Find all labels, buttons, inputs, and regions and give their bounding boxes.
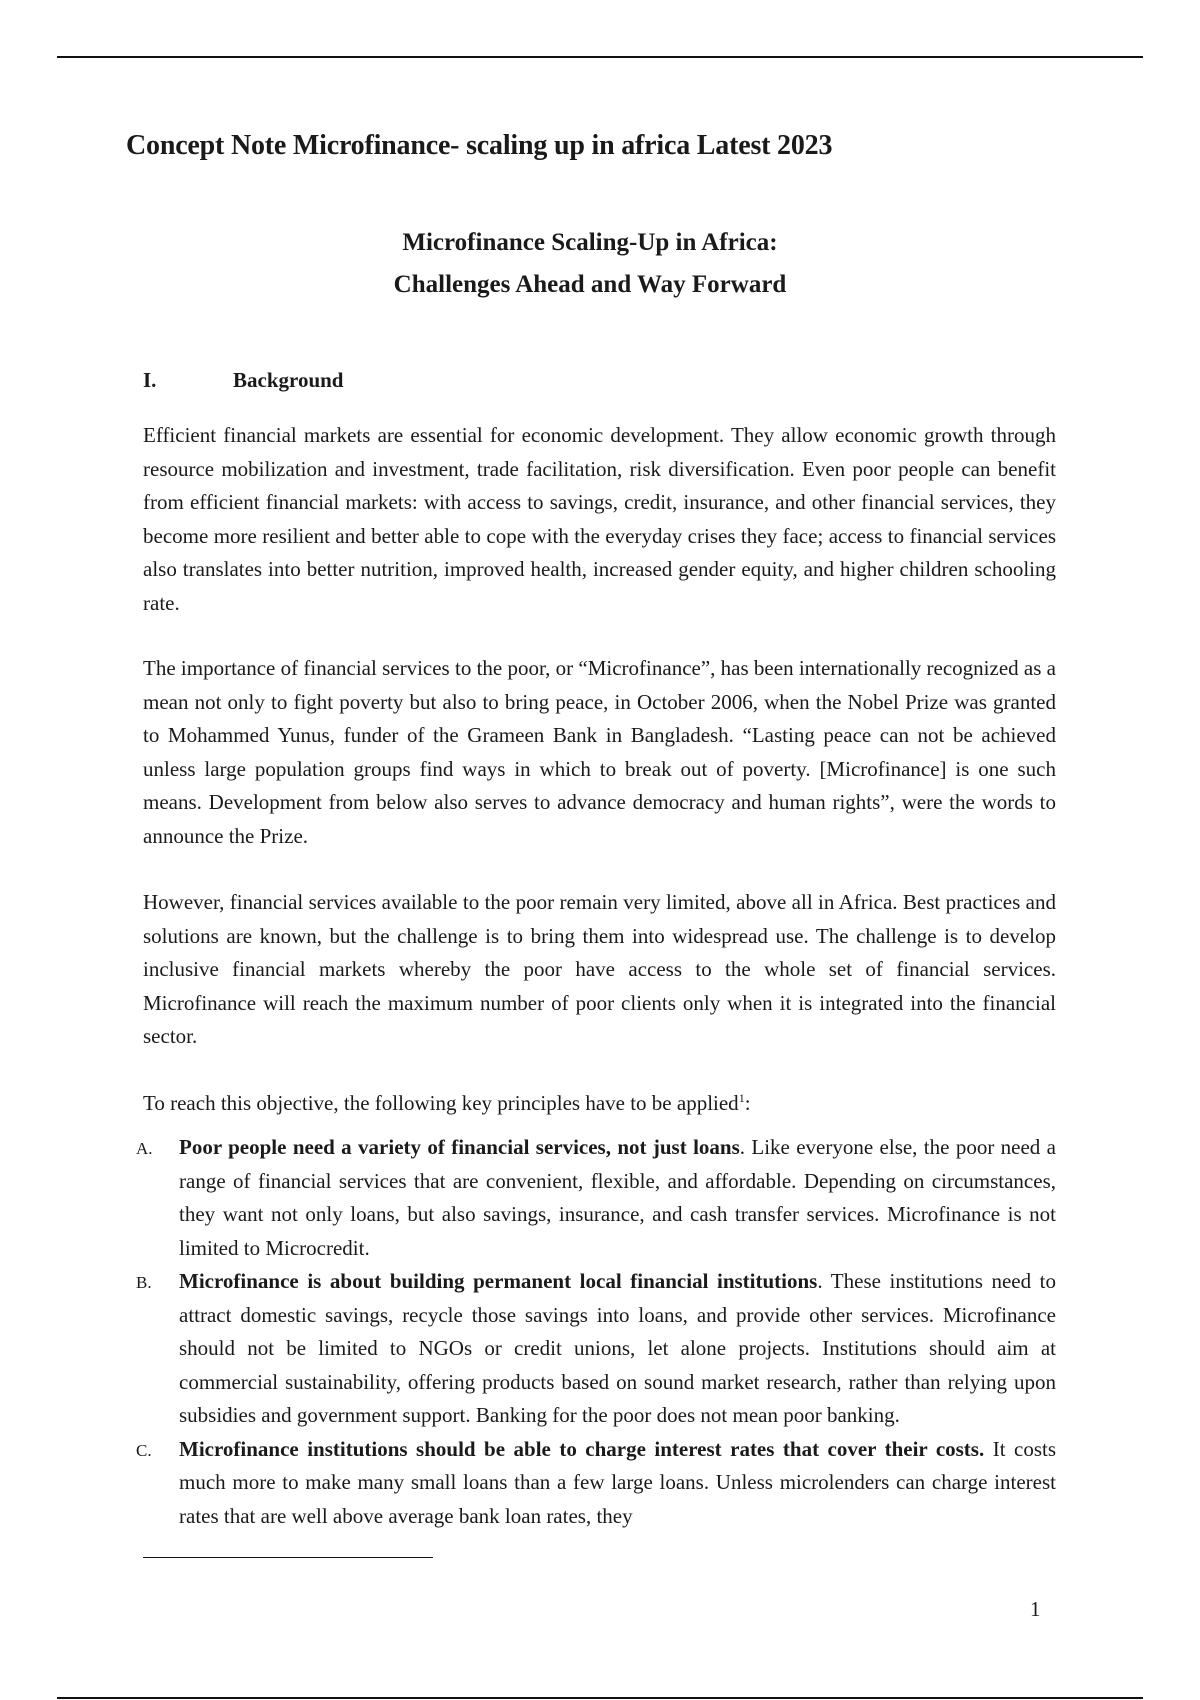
background-paragraph-1: Efficient financial markets are essential for economic development. They allow economic growth through resource mobilization and investment, trade facilitation, risk diversification. Even poor people can benefit from efficient financial markets: with access to savings, credit, insurance, and other financial services, they become more resilient and better able to cope with the everyday crises they face; access to financial services also translates into better nutrition, improved health, increased gender equity, and higher children schooling rate. xyxy=(143,423,1056,615)
document-title: Concept Note Microfinance- scaling up in africa Latest 2023 xyxy=(126,130,833,161)
page-bottom-rule xyxy=(57,1697,1143,1699)
principle-letter: C. xyxy=(136,1440,152,1460)
principle-lead: Microfinance is about building permanent local financial institutions xyxy=(179,1269,818,1293)
principle-text: . These institutions need to attract domestic savings, recycle those savings into loans, and provide other services. Microfinance should not be limited to NGOs or credit unions, let alone projects. Institutions should aim at commercial sustainability, offering products based on sound market research, rather than relying upon subsidies and government support. Banking for the poor does not mean poor banking. xyxy=(179,1269,1056,1427)
background-paragraph-2: The importance of financial services to the poor, or “Microfinance”, has been internationally recognized as a mean not only to fight poverty but also to bring peace, in October 2006, when the Nobel Prize was granted to Mohammed Yunus, funder of the Grameen Bank in Bangladesh. “Lasting peace can not be achieved unless large population groups find ways in which to break out of poverty. [Microfinance] is one such means. Development from below also serves to advance democracy and human rights”, were the words to announce the Prize. xyxy=(143,656,1056,848)
principle-letter: A. xyxy=(136,1139,153,1158)
principle-text: . Like everyone else, the poor need a range of financial services that are convenient, flexible, and affordable. Depending on circumstances, they want not only loans, but also savings, insurance, and cash transfer services. Microfinance is not limited to Microcredit. xyxy=(179,1135,1056,1260)
page-top-rule xyxy=(57,56,1143,58)
subtitle-line-2: Challenges Ahead and Way Forward xyxy=(393,271,787,298)
background-paragraph-3: However, financial services available to the poor remain very limited, above all in Africa. Best practices and solutions are known, but the challenge is to bring them into widespread use. The challenge is to develop inclusive financial markets whereby the poor have access to the whole set of financial services. Microfinance will reach the maximum number of poor clients only when it is integrated into the financial sector. xyxy=(143,890,1056,1048)
principle-item-b xyxy=(136,1265,1056,1433)
principle-lead: Poor people need a variety of financial services, not just loans xyxy=(179,1135,740,1159)
footnote-marker[interactable]: 1 xyxy=(738,1091,745,1105)
principles-intro-text: To reach this objective, the following key principles have to be applied xyxy=(143,1091,739,1115)
principles-intro xyxy=(143,1087,1056,1121)
principle-lead: Microfinance institutions should be able to charge interest rates that cover their costs. xyxy=(179,1436,985,1461)
principle-text: It costs much more to make many small loans than a few large loans. Unless microlenders can charge interest rates that are well above average bank loan rates, they xyxy=(179,1436,1056,1528)
principle-letter: B. xyxy=(136,1273,152,1292)
document-subtitle xyxy=(0,222,1180,306)
principles-intro-colon: : xyxy=(744,1091,751,1115)
principle-item-c xyxy=(136,1433,1056,1534)
section-heading xyxy=(143,368,344,393)
page-number: 1 xyxy=(1030,1597,1041,1621)
footnote-separator xyxy=(143,1557,433,1558)
section-title: Background xyxy=(233,368,344,392)
subtitle-line-1: Microfinance Scaling-Up in Africa: xyxy=(402,229,778,256)
principles-list xyxy=(136,1131,1056,1533)
principle-item-a xyxy=(136,1131,1056,1265)
section-number: I. xyxy=(143,368,157,392)
